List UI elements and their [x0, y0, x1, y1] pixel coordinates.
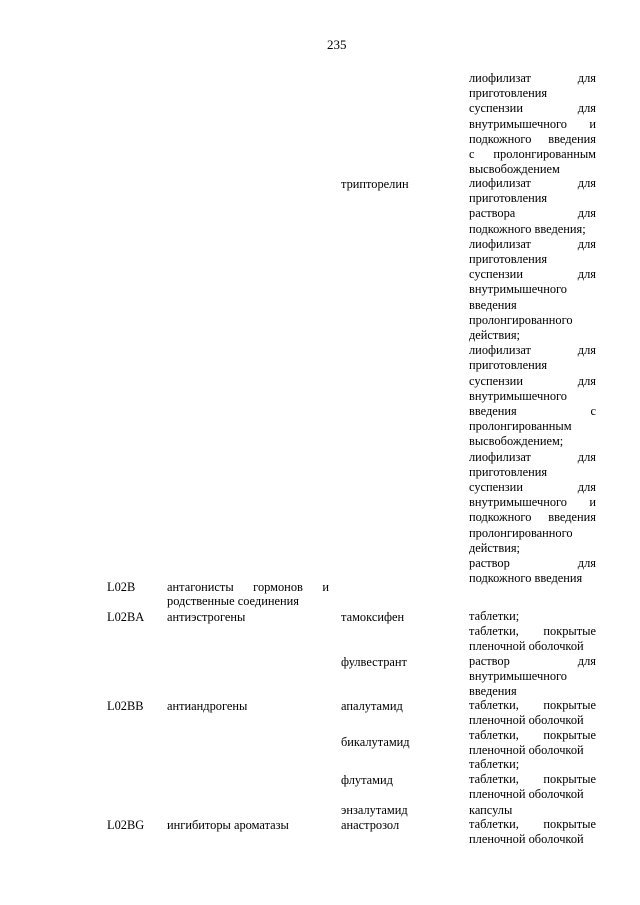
form-line: таблетки, покрытые — [469, 728, 596, 742]
form-line: введения с — [469, 404, 596, 419]
form-line: таблетки, покрытые — [469, 698, 596, 712]
form-line: суспензии для — [469, 373, 596, 388]
form-line: высвобождением — [469, 162, 560, 177]
dosage-form-flutamide — [469, 757, 596, 803]
dosage-form-anastrozole — [469, 817, 596, 847]
form-line: таблетки, покрытые — [469, 624, 596, 639]
form-line: внутримышечного — [469, 669, 567, 684]
dosage-form-tamoxifen — [469, 609, 596, 655]
drug-name-triptorelin: трипторелин — [341, 177, 409, 191]
atc-code-L02BB: L02BB — [107, 699, 144, 713]
form-line: таблетки, покрытые — [469, 817, 596, 831]
form-line: введения — [469, 297, 517, 312]
form-line: лиофилизат для — [469, 343, 596, 358]
form-line: пленочной оболочкой — [469, 713, 584, 728]
form-line: внутримышечного и — [469, 116, 596, 131]
dosage-form-apalutamide — [469, 698, 596, 728]
form-line: пролонгированного — [469, 525, 573, 540]
form-line: пленочной оболочкой — [469, 787, 584, 802]
group-name-L02B — [167, 580, 329, 608]
form-line: подкожного введения — [469, 131, 596, 146]
form-line: действия; — [469, 540, 520, 555]
form-line: раствор для — [469, 556, 596, 571]
drug-name-apalutamide: апалутамид — [341, 699, 403, 713]
form-line: лиофилизат для — [469, 176, 596, 190]
form-line: пленочной оболочкой — [469, 832, 584, 847]
form-line: приготовления — [469, 464, 548, 479]
form-line: подкожного введения; — [469, 221, 586, 236]
form-line: высвобождением; — [469, 434, 564, 449]
form-line: введения — [469, 684, 517, 699]
form-line: таблетки, покрытые — [469, 772, 596, 787]
form-line: раствор для — [469, 654, 596, 668]
form-line: лиофилизат для — [469, 236, 596, 251]
group-line: родственные соединения — [167, 594, 299, 608]
form-line: таблетки; — [469, 609, 520, 623]
form-line: лиофилизат для — [469, 71, 596, 85]
form-line: лиофилизат для — [469, 449, 596, 464]
dosage-form-bicalutamide — [469, 728, 596, 758]
form-line: внутримышечного и — [469, 495, 596, 510]
form-line: суспензии для — [469, 267, 596, 282]
form-line: приготовления — [469, 358, 548, 373]
atc-code-L02B: L02B — [107, 580, 136, 594]
atc-code-L02BA: L02BA — [107, 610, 145, 624]
drug-name-tamoxifen: тамоксифен — [341, 610, 405, 624]
form-line: раствора для — [469, 206, 596, 221]
form-line: приготовления — [469, 191, 548, 206]
dosage-form-enzalutamide: капсулы — [469, 803, 513, 817]
atc-code-L02BG: L02BG — [107, 818, 145, 832]
page-number: 235 — [327, 37, 347, 52]
group-name-L02BG: ингибиторы ароматазы — [167, 818, 289, 832]
group-name-L02BB: антиандрогены — [167, 699, 248, 713]
form-line: подкожного введения — [469, 571, 583, 586]
drug-name-flutamide: флутамид — [341, 773, 393, 787]
form-line: приготовления — [469, 86, 548, 101]
dosage-form-fulvestrant — [469, 654, 596, 700]
form-line: пленочной оболочкой — [469, 743, 584, 758]
drug-name-bicalutamide: бикалутамид — [341, 735, 410, 749]
form-line: таблетки; — [469, 757, 520, 771]
form-line: подкожного введения — [469, 510, 596, 525]
form-line: пленочной оболочкой — [469, 639, 584, 654]
form-line: с пролонгированным — [469, 147, 596, 162]
dosage-form-triptorelin — [469, 176, 596, 586]
form-line: внутримышечного — [469, 388, 567, 403]
form-line: пролонгированного — [469, 312, 573, 327]
form-line: действия; — [469, 328, 520, 343]
form-line: приготовления — [469, 252, 548, 267]
drug-name-fulvestrant: фулвестрант — [341, 655, 407, 669]
group-line: антагонисты гормонов и — [167, 580, 329, 594]
continued-dosage-form — [469, 71, 596, 177]
group-name-L02BA: антиэстрогены — [167, 610, 246, 624]
form-line: пролонгированным — [469, 419, 572, 434]
form-line: суспензии для — [469, 480, 596, 495]
drug-name-anastrozole: анастрозол — [341, 818, 400, 832]
form-line: внутримышечного — [469, 282, 567, 297]
drug-name-enzalutamide: энзалутамид — [341, 803, 408, 817]
form-line: суспензии для — [469, 101, 596, 116]
